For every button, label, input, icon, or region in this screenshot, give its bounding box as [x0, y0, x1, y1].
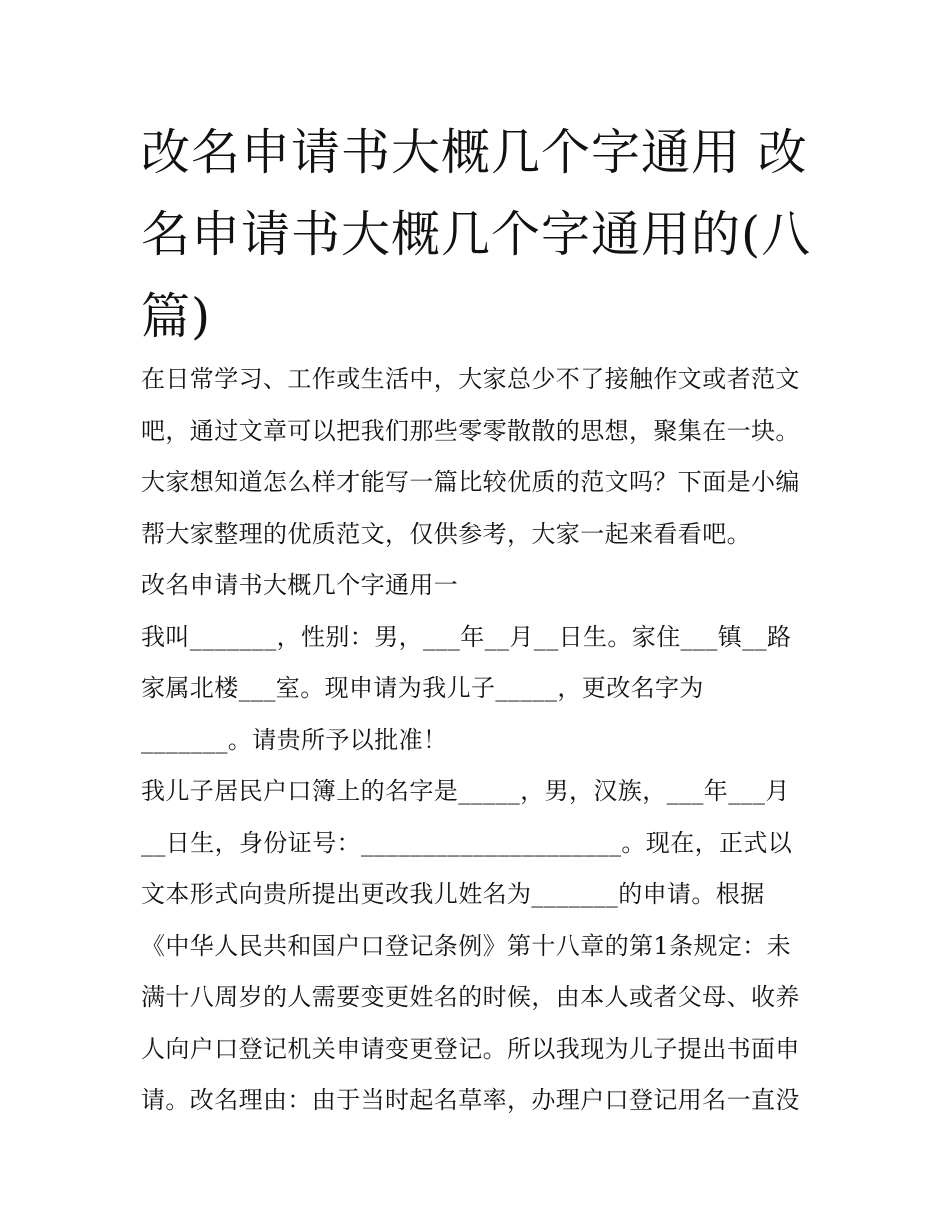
body-line: 文本形式向贵所提出更改我儿姓名为_______的申请。根据	[141, 880, 765, 908]
body-line: 帮大家整理的优质范文，仅供参考，大家一起来看看吧。	[141, 519, 751, 548]
title-line: 名申请书大概几个字通用的(八	[141, 206, 812, 263]
body-line: 我儿子居民户口簿上的名字是_____，男，汉族，___年___月	[141, 777, 790, 805]
body-line: 请。改名理由：由于当时起名草率，办理户口登记用名一直没	[141, 1086, 800, 1114]
body-line: 《中华人民共和国户口登记条例》第十八章的第1条规定：未	[141, 931, 792, 960]
document-title	[141, 112, 821, 358]
title-line: 篇)	[141, 288, 212, 345]
section-heading: 改名申请书大概几个字通用一	[141, 571, 459, 599]
body-line: 满十八周岁的人需要变更姓名的时候，由本人或者父母、收养	[141, 983, 800, 1011]
body-line: 大家想知道怎么样才能写一篇比较优质的范文吗？下面是小编	[141, 468, 800, 496]
body-line: 家属北楼___室。现申请为我儿子_____，更改名字为	[141, 674, 704, 702]
body-line: _______。请贵所予以批准！	[141, 725, 448, 754]
body-line: __日生，身份证号：_____________________。现在，正式以	[141, 828, 793, 857]
body-line: 我叫_______，性别：男，___年__月__日生。家住___镇__路	[141, 622, 792, 651]
title-line: 改名申请书大概几个字通用 改	[141, 124, 808, 181]
body-line: 在日常学习、工作或生活中，大家总少不了接触作文或者范文	[141, 365, 800, 393]
body-line: 人向户口登记机关申请变更登记。所以我现为儿子提出书面申	[141, 1034, 800, 1063]
document-body	[141, 354, 821, 1127]
body-line: 吧，通过文章可以把我们那些零零散散的思想，聚集在一块。	[141, 416, 800, 445]
